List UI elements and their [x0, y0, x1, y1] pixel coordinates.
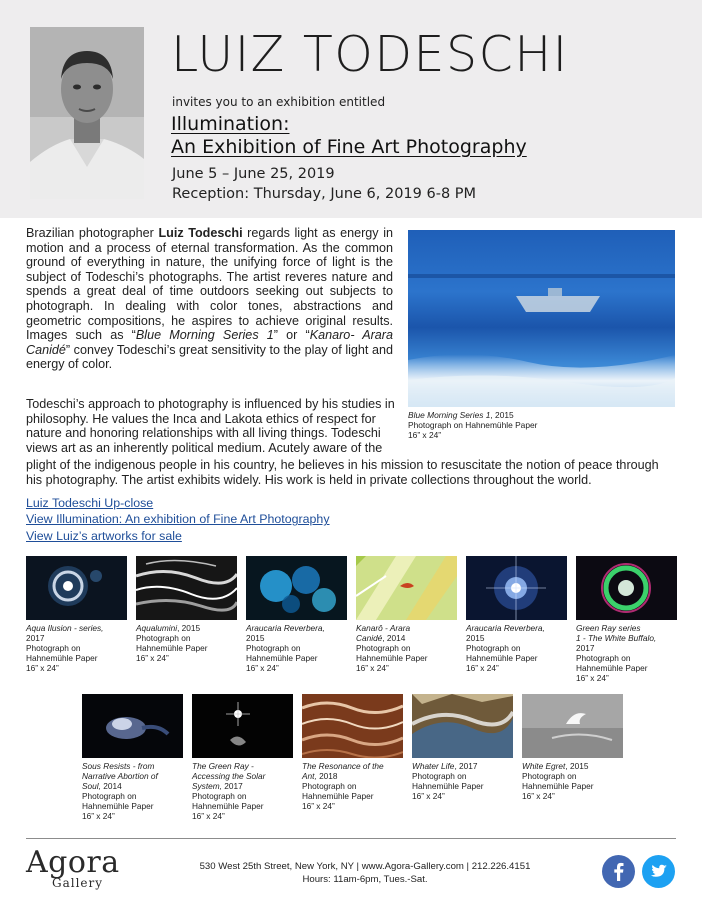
featured-artwork-year: , 2015 [490, 410, 514, 420]
artwork-title: Araucaria Reverbera, [246, 623, 325, 633]
artwork-size: 16” x 24” [356, 663, 389, 673]
artwork-size: 16” x 24” [82, 811, 115, 821]
artwork-year: , 2015 [177, 623, 201, 633]
gallery-hours: Hours: 11am-6pm, Tues.-Sat. [302, 874, 428, 885]
artwork-size: 16” x 24” [412, 791, 445, 801]
artwork-caption [412, 761, 513, 801]
artwork-year: 2017 [221, 781, 243, 791]
exhibition-title-line2: An Exhibition of Fine Art Photography [171, 136, 527, 158]
artwork-thumb-whater-life[interactable] [412, 694, 513, 801]
artwork-image[interactable] [302, 694, 403, 758]
artwork-caption [466, 623, 567, 673]
featured-artwork-title: Blue Morning Series 1 [408, 410, 491, 420]
artwork-year: , 2014 [382, 633, 406, 643]
artwork-image[interactable] [412, 694, 513, 758]
artwork-medium: Photograph on [246, 643, 301, 653]
artwork-title: Canidé [356, 633, 383, 643]
intro-body: regards light as energy in motion and a process of eternal transformation. As the common ground of everything in nature, the unifying force of light is the subject of Todeschi’s photographs. The artist reveres nature and spends a great deal of time outdoors seeking out subjects to photograph. In dealing with color tones, abstractions and geometric compositions, he aspires to achieve original results. Images such as “ [26, 226, 394, 343]
featured-artwork-image [408, 230, 675, 407]
artwork-image[interactable] [466, 556, 567, 620]
artwork-medium: Photograph on [302, 781, 357, 791]
artwork-image[interactable] [576, 556, 677, 620]
artwork-medium: Hahnemühle Paper [576, 663, 648, 673]
artwork-image[interactable] [192, 694, 293, 758]
artwork-medium: Photograph on [26, 643, 81, 653]
logo-subtitle: Gallery [52, 876, 104, 890]
artwork-image[interactable] [136, 556, 237, 620]
date-range: June 5 – June 25, 2019 [172, 166, 335, 182]
artwork-title: Accessing the Solar [192, 771, 266, 781]
artwork-thumb-araucaria-reverbera-1[interactable] [246, 556, 347, 673]
invite-line: invites you to an exhibition entitled [172, 95, 386, 109]
link-view-exhibition[interactable]: View Illumination: An exhibition of Fine Art Photography [26, 512, 330, 527]
artwork-image[interactable] [356, 556, 457, 620]
artwork-medium: Photograph on [466, 643, 521, 653]
artwork-medium: Photograph on [522, 771, 577, 781]
artwork-title: Soul, [82, 781, 101, 791]
artwork-size: 16” x 24” [576, 673, 609, 683]
artwork-medium: Photograph on [192, 791, 247, 801]
artwork-caption [576, 623, 677, 683]
artwork-image[interactable] [246, 556, 347, 620]
artist-name: LUIZ TODESCHI [171, 26, 569, 83]
intro-work-2: Kanaro- Arara Canidé [26, 328, 393, 357]
artwork-caption [82, 761, 183, 821]
link-up-close[interactable]: Luiz Todeschi Up-close [26, 496, 154, 510]
featured-artwork-caption [408, 410, 537, 441]
artwork-title: 1 - The White Buffalo, [576, 633, 657, 643]
artwork-image[interactable] [82, 694, 183, 758]
artwork-size: 16” x 24” [26, 663, 59, 673]
artwork-medium: Hahnemühle Paper [192, 801, 264, 811]
artwork-year: 2015 [466, 633, 485, 643]
artwork-year: 2017 [26, 633, 45, 643]
artwork-title: Ant, [302, 771, 317, 781]
facebook-icon[interactable] [602, 855, 635, 888]
artwork-medium: Hahnemühle Paper [246, 653, 318, 663]
artwork-size: 16” x 24” [302, 801, 335, 811]
artwork-title: The Resonance of the [302, 761, 384, 771]
artwork-title: The Green Ray - [192, 761, 254, 771]
artwork-title: Sous Resists - from [82, 761, 155, 771]
intro-paragraph-2-part-2: plight of the indigenous people in his country, he believes in his mission to resuscitate the notion of peace through his photography. The artist exhibits widely. His work is held in private collections throughout the world. [26, 458, 659, 487]
intro-paragraph-1 [26, 226, 393, 372]
artwork-year: 2014 [100, 781, 122, 791]
artist-portrait [30, 27, 144, 199]
artwork-size: 16” x 24” [192, 811, 225, 821]
intro-mid: ” or “ [273, 328, 310, 343]
intro-paragraph-2-part-1: Todeschi’s approach to photography is influenced by his studies in philosophy. He values the Inca and Lakota ethics of respect for nature and honoring relationships with all living things. Todeschi views art as an inherently political medium. Acutely aware of the [26, 397, 395, 455]
artwork-caption [522, 761, 623, 801]
artwork-thumb-kanaro-arara[interactable] [356, 556, 457, 673]
artwork-caption [246, 623, 347, 673]
artwork-thumb-white-egret[interactable] [522, 694, 623, 801]
exhibition-dates [172, 164, 476, 204]
artwork-size: 16” x 24” [522, 791, 555, 801]
artwork-caption [192, 761, 293, 821]
artwork-title: Kanarô - Arara [356, 623, 411, 633]
artwork-caption [26, 623, 127, 673]
artwork-medium: Photograph on [82, 791, 137, 801]
artwork-year: 2018 [316, 771, 338, 781]
artwork-thumb-aqua-ilusion[interactable] [26, 556, 127, 673]
gallery-logo[interactable] [26, 846, 126, 896]
artwork-medium: Hahnemühle Paper [82, 801, 154, 811]
artwork-medium: Hahnemühle Paper [136, 643, 208, 653]
artwork-medium: Photograph on [576, 653, 631, 663]
artwork-medium: Hahnemühle Paper [302, 791, 374, 801]
gallery-address: 530 West 25th Street, New York, NY | www.Agora-Gallery.com | 212.226.4151 [199, 861, 531, 872]
artwork-medium: Hahnemühle Paper [522, 781, 594, 791]
artwork-title: Aqualumini [136, 623, 178, 633]
artwork-title: Narrative Abortion of [82, 771, 158, 781]
reception-time: Reception: Thursday, June 6, 2019 6-8 PM [172, 186, 477, 202]
artwork-thumb-resonance-of-the-ant[interactable] [302, 694, 403, 811]
artwork-thumb-sous-resists[interactable] [82, 694, 183, 821]
artwork-year: 2015 [246, 633, 265, 643]
artwork-title: Whater Life [412, 761, 455, 771]
artwork-caption [302, 761, 403, 811]
gallery-contact [140, 860, 590, 886]
artwork-medium: Photograph on [412, 771, 467, 781]
footer-divider [26, 838, 676, 839]
artwork-year: , 2017 [454, 761, 478, 771]
exhibition-title-line1: Illumination: [171, 113, 290, 135]
artwork-medium: Hahnemühle Paper [356, 653, 428, 663]
artwork-title: Araucaria Reverbera, [466, 623, 545, 633]
artwork-thumb-araucaria-reverbera-2[interactable] [466, 556, 567, 673]
featured-artwork-size: 16” x 24” [408, 430, 442, 441]
artwork-medium: Hahnemühle Paper [466, 653, 538, 663]
intro-end: ” convey Todeschi’s great sensitivity to the play of light and energy of color. [26, 342, 393, 372]
link-list [26, 495, 330, 544]
artwork-title: White Egret [522, 761, 566, 771]
artwork-image[interactable] [522, 694, 623, 758]
intro-lead: Brazilian photographer [26, 226, 159, 240]
artwork-title: Green Ray series [576, 623, 641, 633]
artwork-title: System, [192, 781, 222, 791]
artwork-thumb-green-ray-white-buffalo[interactable] [576, 556, 677, 683]
artwork-medium: Photograph on [356, 643, 411, 653]
intro-work-1: Blue Morning Series 1 [135, 328, 274, 343]
artwork-year: 2017 [576, 643, 595, 653]
artwork-title: Aqua Ilusion - series, [26, 623, 104, 633]
artwork-medium: Photograph on [136, 633, 191, 643]
artwork-caption [136, 623, 237, 663]
header-band [0, 0, 702, 218]
exhibition-title [171, 113, 527, 159]
featured-artwork-medium: Photograph on Hahnemühle Paper [408, 420, 538, 431]
artwork-medium: Hahnemühle Paper [26, 653, 98, 663]
logo-wordmark: Agora [26, 845, 120, 880]
artwork-thumb-green-ray-solar-system[interactable] [192, 694, 293, 821]
artwork-image[interactable] [26, 556, 127, 620]
artwork-size: 16” x 24” [136, 653, 169, 663]
artwork-size: 16” x 24” [466, 663, 499, 673]
artwork-caption [356, 623, 457, 673]
link-artworks-for-sale[interactable]: View Luiz’s artworks for sale [26, 528, 182, 543]
artwork-year: , 2015 [565, 761, 589, 771]
artwork-thumb-aqualumini[interactable] [136, 556, 237, 663]
artwork-size: 16” x 24” [246, 663, 279, 673]
twitter-icon[interactable] [642, 855, 675, 888]
artwork-medium: Hahnemühle Paper [412, 781, 484, 791]
intro-artist-name: Luiz Todeschi [158, 226, 243, 240]
